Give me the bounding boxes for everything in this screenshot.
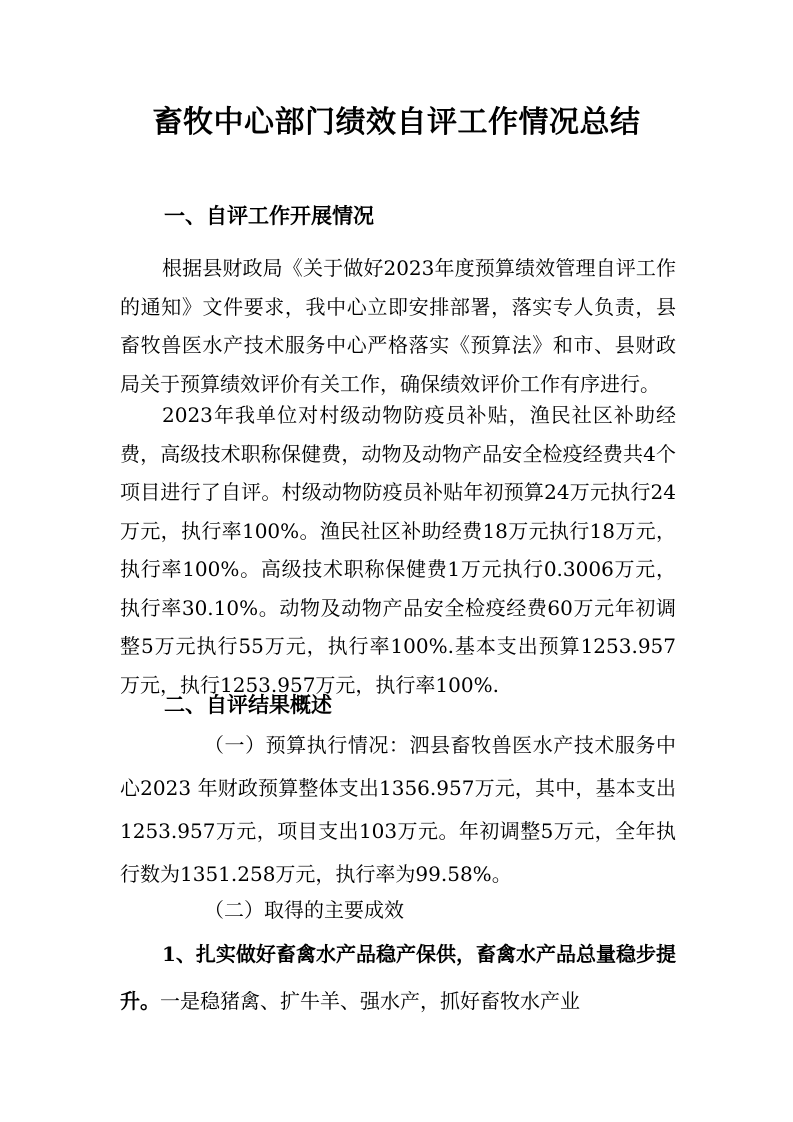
- document-title: 畜牧中心部门绩效自评工作情况总结: [152, 105, 641, 140]
- section-heading-1: 一、自评工作开展情况: [164, 204, 374, 228]
- section2-paragraph-1: （一）预算执行情况：泗县畜牧兽医水产技术服务中心2023 年财政预算整体支出1356.957万元，其中，基本支出1253.957万元，项目支出103万元。年初调整5万元，全年执行数为1351.258万元，执行率为99.58%。: [120, 733, 676, 886]
- section-heading-2: 二、自评结果概述: [164, 693, 332, 717]
- section1-paragraph-1: 根据县财政局《关于做好2023年度预算绩效管理自评工作的通知》文件要求，我中心立即安排部署，落实专人负责，县畜牧兽医水产技术服务中心严格落实《预算法》和市、县财政局关于预算绩效评价有关工作，确保绩效评价工作有序进行。: [120, 256, 676, 396]
- achievement-item-1-text: 一是稳猪禽、扩牛羊、强水产，抓好畜牧水产业: [160, 989, 580, 1013]
- subheading-achievements: （二）取得的主要成效: [204, 898, 404, 922]
- achievement-item-1: [120, 931, 676, 1025]
- achievement-item-1-lead: 1、扎实做好畜禽水产品稳产保供，畜禽水产品总量稳步提升。: [120, 942, 676, 1013]
- section1-paragraph-2: 2023年我单位对村级动物防疫员补贴，渔民社区补助经费，高级技术职称保健费，动物及动物产品安全检疫经费共4个项目进行了自评。村级动物防疫员补贴年初预算24万元执行24万元，执行率100%。渔民社区补助经费18万元执行18万元，执行率100%。高级技术职称保健费1万元执行0.3006万元，执行率30.10%。动物及动物产品安全检疫经费60万元年初调整5万元执行55万元，执行率100%.基本支出预算1253.957万元，执行1253.957万元，执行率100%.: [120, 403, 676, 697]
